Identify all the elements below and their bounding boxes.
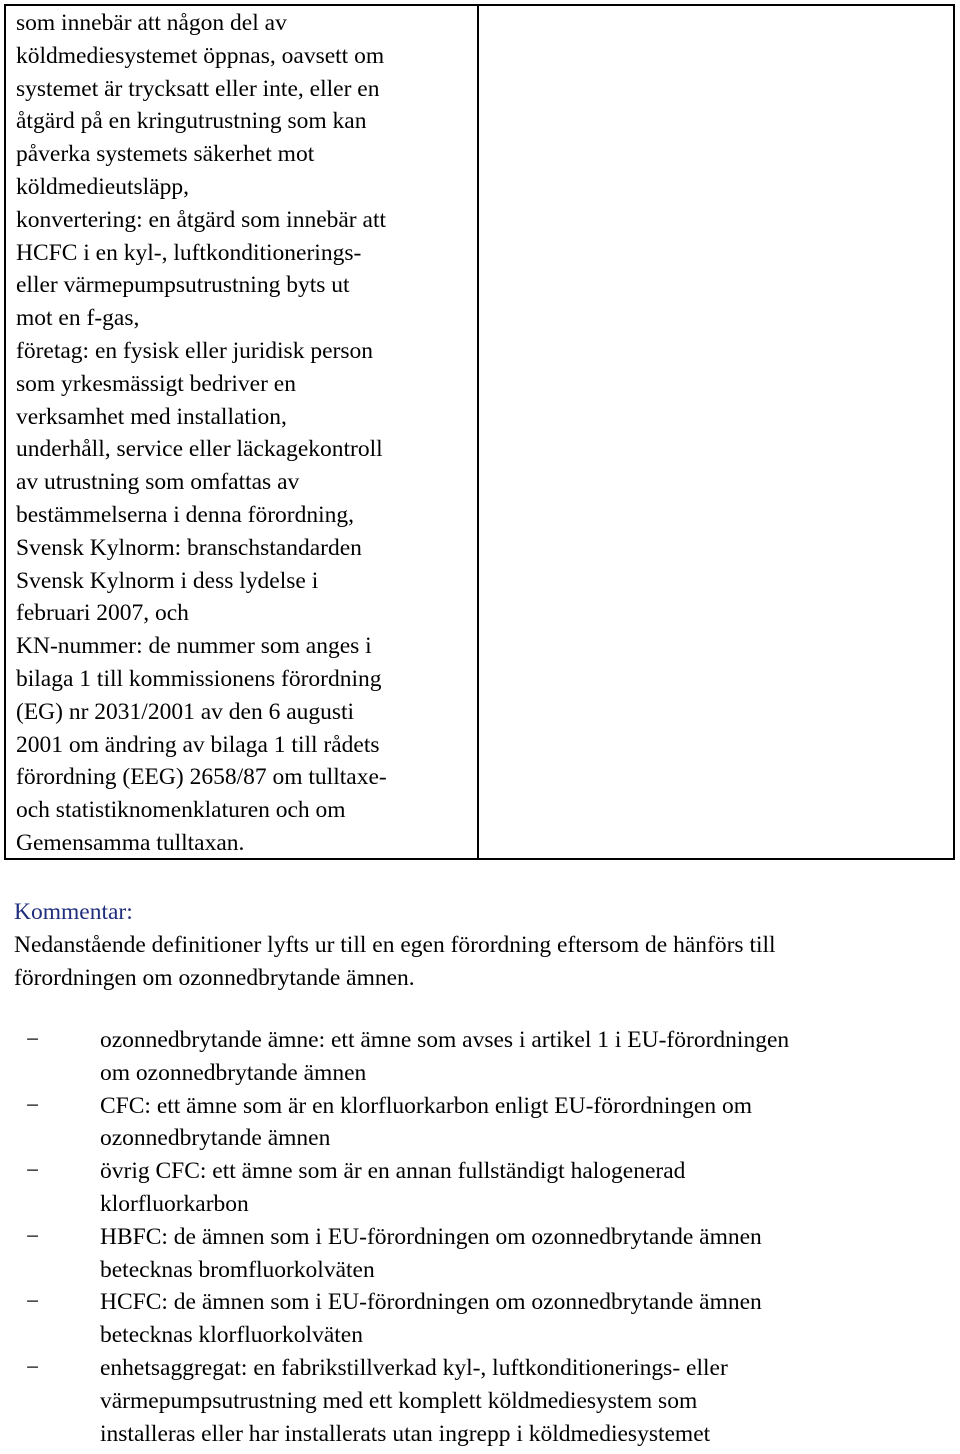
bullet-text-line: klorfluorkarbon bbox=[100, 1190, 249, 1217]
table-text-line: påverka systemets säkerhet mot bbox=[16, 141, 315, 168]
dash-bullet-icon: − bbox=[26, 1354, 40, 1381]
definition-bullet-item bbox=[0, 1155, 960, 1221]
table-text-line: bestämmelserna i denna förordning, bbox=[16, 501, 355, 528]
comment-text-line: Nedanstående definitioner lyfts ur till en egen förordning eftersom de hänförs till bbox=[14, 931, 776, 958]
table-text-line: februari 2007, och bbox=[16, 600, 189, 627]
table-text-line: Gemensamma tulltaxan. bbox=[16, 829, 245, 856]
bullet-text-line: värmepumpsutrustning med ett komplett köldmediesystem som bbox=[100, 1387, 698, 1414]
comment-body bbox=[14, 929, 949, 995]
dash-bullet-icon: − bbox=[26, 1027, 40, 1053]
bullet-text-line: ozonnedbrytande ämne: ett ämne som avses i artikel 1 i EU-förordningen bbox=[100, 1027, 790, 1053]
definition-bullet-item bbox=[0, 1352, 960, 1450]
dash-bullet-icon: − bbox=[26, 1289, 40, 1316]
definitions-cell-right-empty bbox=[479, 6, 953, 858]
table-text-line: företag: en fysisk eller juridisk person bbox=[16, 337, 373, 364]
table-text-line: som yrkesmässigt bedriver en bbox=[16, 370, 296, 397]
definition-bullet-item bbox=[0, 1221, 960, 1287]
bullet-text-line: enhetsaggregat: en fabrikstillverkad kyl-, luftkonditionerings- eller bbox=[100, 1354, 728, 1381]
table-text-line: underhåll, service eller läckagekontroll bbox=[16, 436, 383, 463]
table-text-line: eller värmepumpsutrustning byts ut bbox=[16, 272, 350, 299]
table-text-line: förordning (EEG) 2658/87 om tulltaxe- bbox=[16, 764, 387, 791]
dash-bullet-icon: − bbox=[26, 1158, 40, 1185]
dash-bullet-icon: − bbox=[26, 1092, 40, 1119]
table-text-line: åtgärd på en kringutrustning som kan bbox=[16, 108, 367, 135]
definitions-table bbox=[4, 4, 955, 860]
table-text-line: mot en f-gas, bbox=[16, 305, 140, 332]
bullet-text-line: ozonnedbrytande ämnen bbox=[100, 1125, 331, 1152]
comment-section bbox=[14, 896, 949, 994]
table-text-line: som innebär att någon del av bbox=[16, 10, 287, 36]
table-text-line: systemet är trycksatt eller inte, eller en bbox=[16, 75, 380, 102]
definition-bullet-list bbox=[0, 1024, 960, 1450]
table-text-line: bilaga 1 till kommissionens förordning bbox=[16, 665, 382, 692]
definitions-cell-left bbox=[6, 6, 479, 858]
table-text-line: KN-nummer: de nummer som anges i bbox=[16, 633, 372, 660]
bullet-text-line: CFC: ett ämne som är en klorfluorkarbon enligt EU-förordningen om bbox=[100, 1092, 752, 1119]
table-text-line: och statistiknomenklaturen och om bbox=[16, 797, 346, 824]
bullet-text-line: övrig CFC: ett ämne som är en annan fullständigt halogenerad bbox=[100, 1158, 686, 1185]
bullet-text-line: om ozonnedbrytande ämnen bbox=[100, 1059, 367, 1086]
table-text-line: Svensk Kylnorm: branschstandarden bbox=[16, 534, 362, 561]
table-text-line: köldmedieutsläpp, bbox=[16, 173, 189, 200]
table-text-line: konvertering: en åtgärd som innebär att bbox=[16, 206, 386, 233]
table-text-line: Svensk Kylnorm i dess lydelse i bbox=[16, 567, 319, 594]
table-text-line: HCFC i en kyl-, luftkonditionerings- bbox=[16, 239, 362, 266]
comment-heading: Kommentar: bbox=[14, 899, 133, 925]
bullet-text-line: installeras eller har installerats utan ingrepp i köldmediesystemet bbox=[100, 1420, 711, 1447]
table-text-line: verksamhet med installation, bbox=[16, 403, 287, 430]
bullet-text-line: HBFC: de ämnen som i EU-förordningen om ozonnedbrytande ämnen bbox=[100, 1223, 762, 1250]
bullet-text-line: HCFC: de ämnen som i EU-förordningen om ozonnedbrytande ämnen bbox=[100, 1289, 762, 1316]
bullet-text-line: betecknas klorfluorkolväten bbox=[100, 1322, 363, 1349]
bullet-text-line: betecknas bromfluorkolväten bbox=[100, 1256, 375, 1283]
dash-bullet-icon: − bbox=[26, 1223, 40, 1250]
definition-bullet-item bbox=[0, 1286, 960, 1352]
table-text-line: (EG) nr 2031/2001 av den 6 augusti bbox=[16, 698, 355, 725]
definition-bullet-item bbox=[0, 1024, 960, 1090]
definition-bullet-item bbox=[0, 1090, 960, 1156]
table-text-line: av utrustning som omfattas av bbox=[16, 469, 300, 496]
table-text-line: köldmediesystemet öppnas, oavsett om bbox=[16, 42, 385, 69]
table-text-line: 2001 om ändring av bilaga 1 till rådets bbox=[16, 731, 380, 758]
comment-text-line: förordningen om ozonnedbrytande ämnen. bbox=[14, 964, 415, 991]
